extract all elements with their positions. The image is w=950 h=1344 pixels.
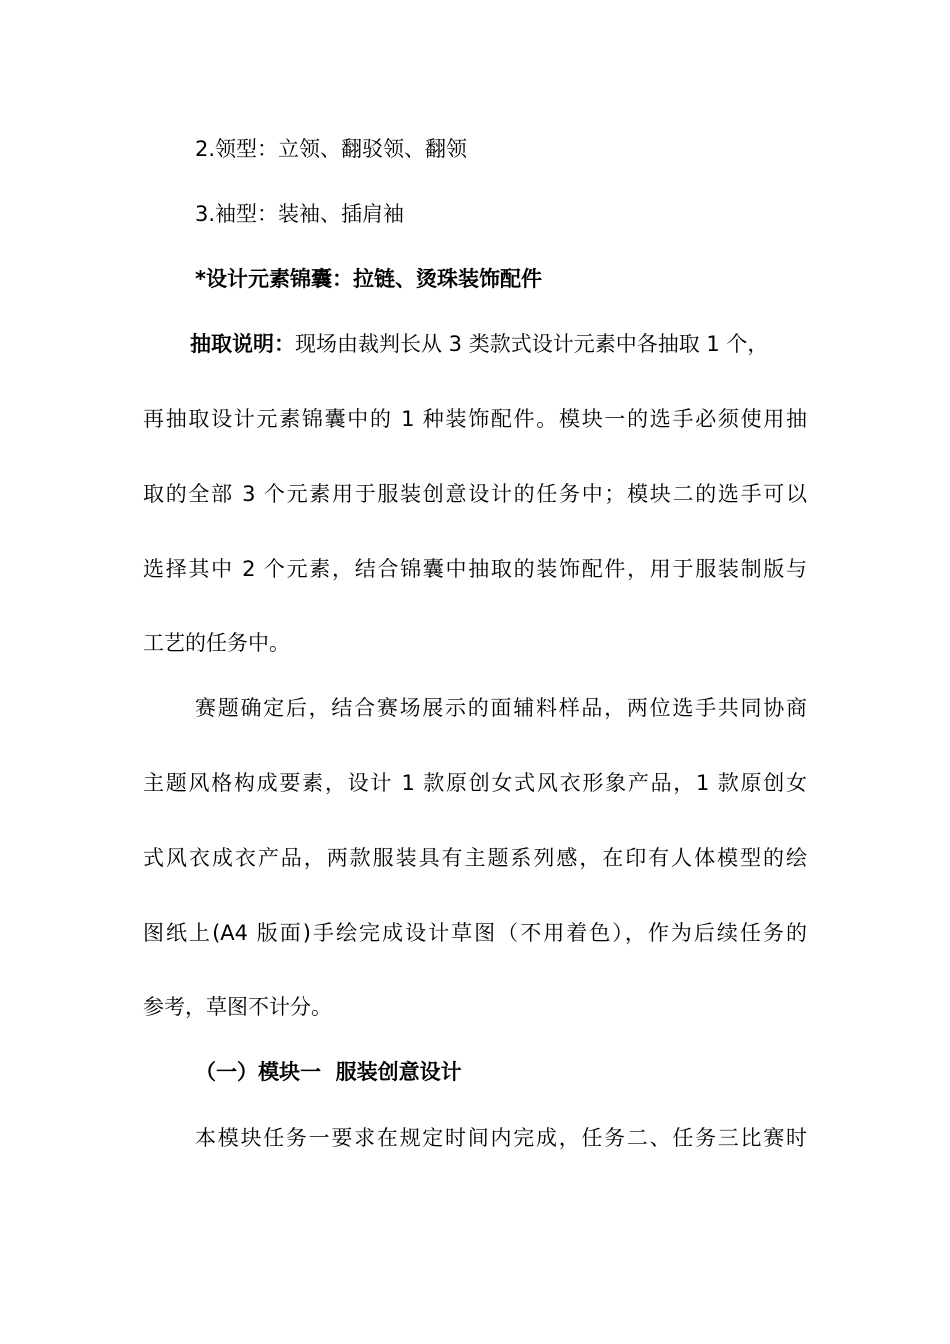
sleeve-type-line: 3.袖型：装袖、插肩袖 [195,202,405,226]
module-one-heading: （一）模块一 服装创意设计 [195,1060,462,1084]
task-paragraph-line-2: 主题风格构成要素，设计 1 款原创女式风衣形象产品，1 款原创女 [143,771,807,795]
draw-instructions-line-5: 工艺的任务中。 [143,631,290,655]
draw-instructions-line-1 [190,329,807,359]
draw-instructions-first-text: 现场由裁判长从 3 类款式设计元素中各抽取 1 个， [295,332,769,356]
task-paragraph-line-4: 图纸上(A4 版面)手绘完成设计草图（不用着色），作为后续任务的 [143,921,807,945]
draw-instructions-label: 抽取说明： [190,332,295,356]
draw-instructions-line-4: 选择其中 2 个元素，结合锦囊中抽取的装饰配件，用于服装制版与 [143,557,807,581]
task-paragraph-line-3: 式风衣成衣产品，两款服装具有主题系列感，在印有人体模型的绘 [143,846,807,870]
module-one-paragraph-line-1: 本模块任务一要求在规定时间内完成，任务二、任务三比赛时 [195,1126,807,1150]
draw-instructions-line-2: 再抽取设计元素锦囊中的 1 种装饰配件。模块一的选手必须使用抽 [143,407,807,431]
design-element-kit-line: *设计元素锦囊：拉链、烫珠装饰配件 [195,267,542,291]
draw-instructions-line-3: 取的全部 3 个元素用于服装创意设计的任务中；模块二的选手可以 [143,482,807,506]
collar-type-line: 2.领型：立领、翻驳领、翻领 [195,137,468,161]
task-paragraph-line-5: 参考，草图不计分。 [143,995,332,1019]
task-paragraph-line-1: 赛题确定后，结合赛场展示的面辅料样品，两位选手共同协商 [195,696,807,720]
